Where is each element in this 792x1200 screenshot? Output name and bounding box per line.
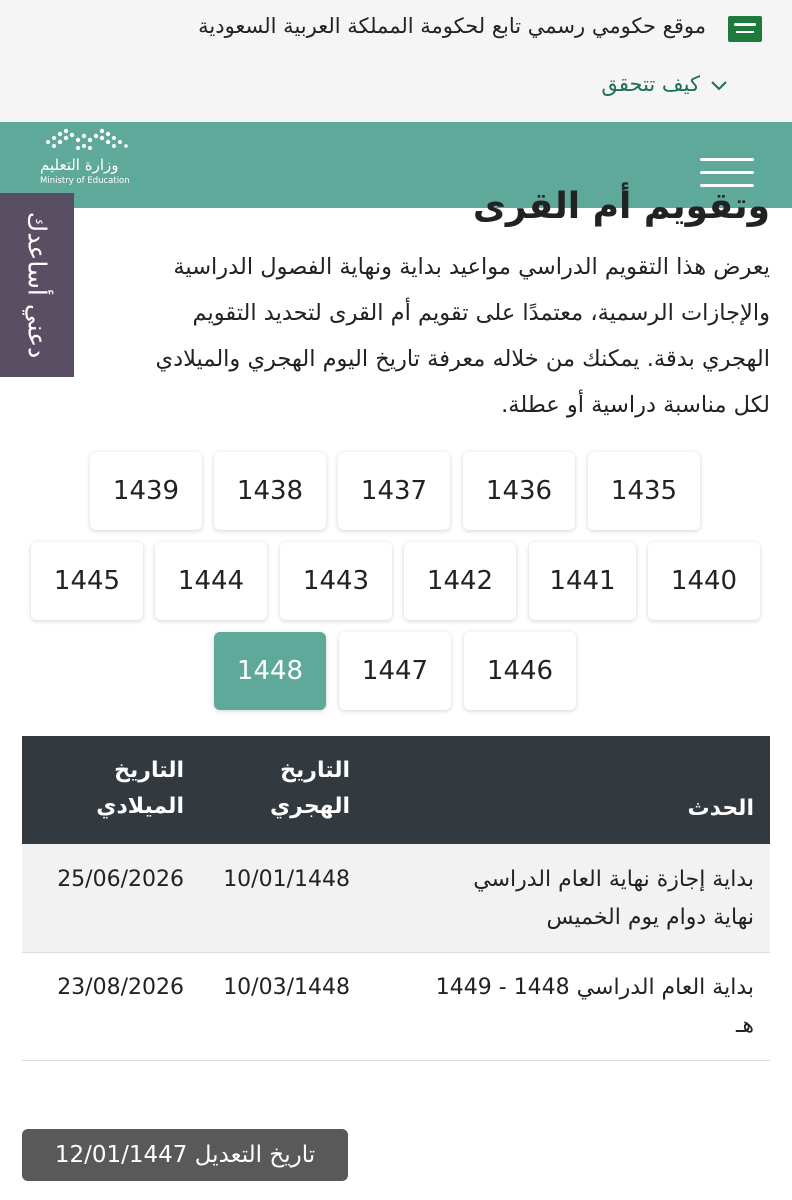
event-cell-line2: هـ bbox=[735, 1013, 754, 1038]
chevron-down-icon[interactable] bbox=[708, 76, 730, 94]
intro-line: يعرض هذا التقويم الدراسي مواعيد بداية ونهاية الفصول الدراسية bbox=[173, 254, 770, 280]
intro-line: والإجازات الرسمية، معتمدًا على تقويم أم القرى لتحديد التقويم bbox=[192, 300, 770, 326]
saudi-flag-icon bbox=[728, 16, 762, 42]
page-heading-clip bbox=[0, 186, 792, 238]
hijri-date-cell: 10/03/1448 bbox=[223, 975, 350, 1000]
last-modified-badge: تاريخ التعديل 12/01/1447 bbox=[22, 1129, 348, 1181]
year-button-1442[interactable]: 1442 bbox=[404, 542, 516, 620]
event-cell-line2: نهاية دوام يوم الخميس bbox=[546, 905, 754, 930]
table-row bbox=[22, 844, 770, 953]
header-event: الحدث bbox=[687, 796, 754, 821]
intro-paragraph bbox=[0, 244, 770, 428]
logo-name-en: Ministry of Education bbox=[40, 176, 130, 186]
year-button-1448[interactable]: 1448 bbox=[214, 632, 326, 710]
help-side-tab-label: دعني أساعدك bbox=[22, 211, 52, 359]
year-button-1441[interactable]: 1441 bbox=[529, 542, 636, 620]
gregorian-date-cell: 25/06/2026 bbox=[57, 867, 184, 892]
ministry-logo[interactable] bbox=[40, 122, 140, 194]
event-cell: بداية العام الدراسي 1448 - 1449 bbox=[435, 975, 754, 1000]
year-button-1446[interactable]: 1446 bbox=[464, 632, 576, 710]
page-title: وتقويم أم القرى bbox=[472, 186, 770, 227]
year-button-1436[interactable]: 1436 bbox=[463, 452, 575, 530]
header-hijri-line1: التاريخ bbox=[280, 758, 350, 783]
table-header bbox=[22, 736, 770, 844]
intro-line: الهجري بدقة. يمكنك من خلاله معرفة تاريخ اليوم الهجري والميلادي bbox=[155, 346, 770, 372]
help-side-tab[interactable] bbox=[0, 193, 74, 377]
header-hijri-line2: الهجري bbox=[269, 794, 350, 819]
verify-link[interactable]: كيف تتحقق bbox=[601, 72, 700, 96]
gov-banner-text: موقع حكومي رسمي تابع لحكومة المملكة العربية السعودية bbox=[198, 14, 706, 38]
year-button-1445[interactable]: 1445 bbox=[31, 542, 143, 620]
table-row bbox=[22, 952, 770, 1061]
year-button-1435[interactable]: 1435 bbox=[588, 452, 700, 530]
gregorian-date-cell: 23/08/2026 bbox=[57, 975, 184, 1000]
header-gregorian-line2: الميلادي bbox=[96, 794, 184, 819]
year-button-1443[interactable]: 1443 bbox=[280, 542, 392, 620]
intro-line: لكل مناسبة دراسية أو عطلة. bbox=[501, 392, 770, 418]
hijri-date-cell: 10/01/1448 bbox=[223, 867, 350, 892]
gov-banner bbox=[0, 0, 792, 122]
year-button-1447[interactable]: 1447 bbox=[339, 632, 451, 710]
menu-button[interactable] bbox=[700, 158, 754, 188]
event-cell: بداية إجازة نهاية العام الدراسي bbox=[473, 867, 754, 892]
year-button-1439[interactable]: 1439 bbox=[90, 452, 202, 530]
header-gregorian-line1: التاريخ bbox=[114, 758, 184, 783]
logo-dots-icon bbox=[40, 122, 132, 156]
logo-name-ar: وزارة التعليم bbox=[40, 156, 119, 174]
year-button-1438[interactable]: 1438 bbox=[214, 452, 326, 530]
year-button-1437[interactable]: 1437 bbox=[338, 452, 450, 530]
year-button-1444[interactable]: 1444 bbox=[155, 542, 267, 620]
year-button-1440[interactable]: 1440 bbox=[648, 542, 760, 620]
